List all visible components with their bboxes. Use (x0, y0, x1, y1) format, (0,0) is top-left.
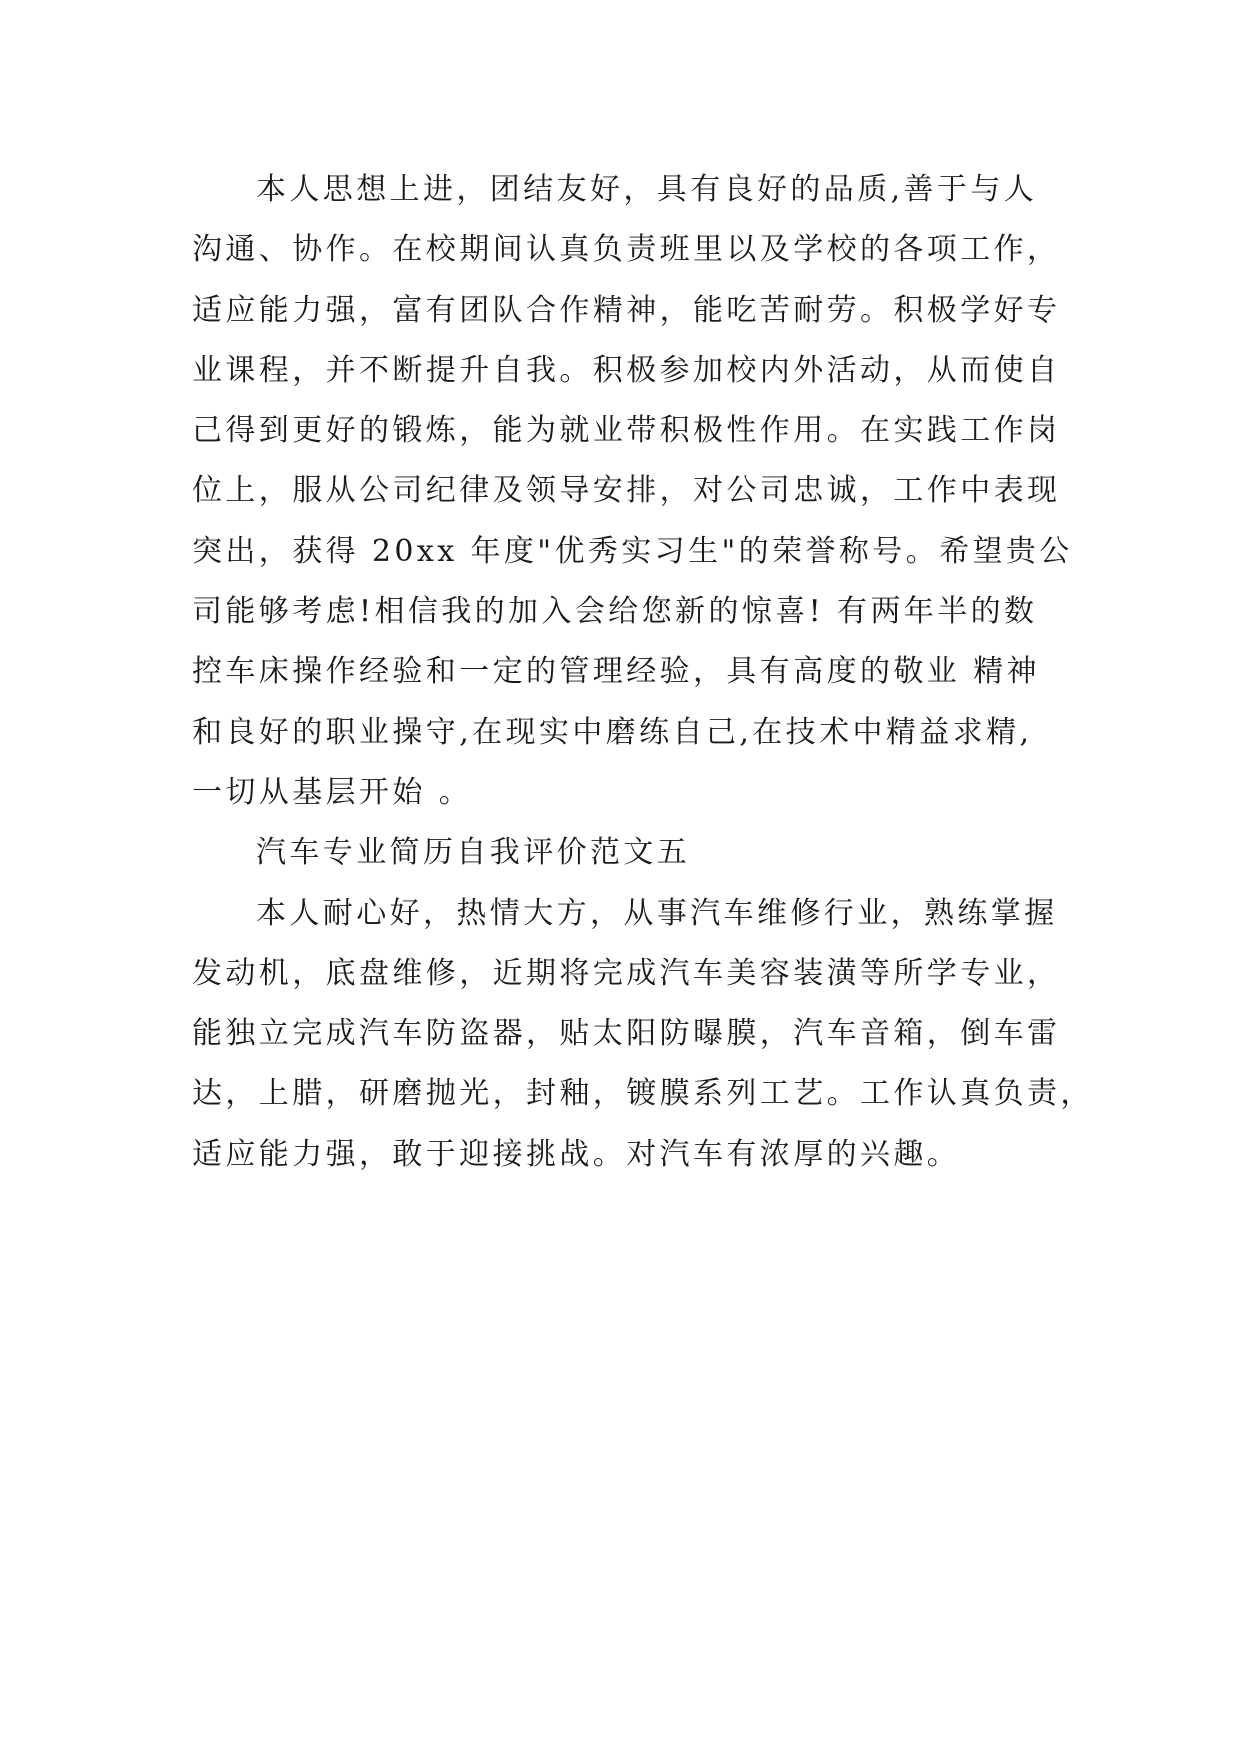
text-line: 一切从基层开始 。 (192, 774, 473, 810)
text-line: 突出，获得 20xx 年度"优秀实习生"的荣誉称号。希望贵公 (192, 533, 1073, 569)
document-body (192, 160, 1094, 1185)
text-line: 司能够考虑!相信我的加入会给您新的惊喜! 有两年半的数 (192, 594, 1038, 630)
paragraph-self-evaluation-5 (192, 884, 1094, 1185)
paragraph-self-evaluation-1 (192, 160, 1072, 823)
text-line: 能独立完成汽车防盗器，贴太阳防曝膜，汽车音箱，倒车雷 (192, 1016, 1061, 1052)
text-line: 适应能力强，敢于迎接挑战。对汽车有浓厚的兴趣。 (192, 1136, 961, 1172)
text-line: 沟通、协作。在校期间认真负责班里以及学校的各项工作， (192, 232, 1061, 268)
text-line: 适应能力强，富有团队合作精神，能吃苦耐劳。积极学好专 (192, 292, 1061, 328)
text-line: 业课程，并不断提升自我。积极参加校内外活动，从而使自 (192, 352, 1061, 388)
text-line: 本人耐心好，热情大方，从事汽车维修行业，熟练掌握 (256, 895, 1058, 931)
section-heading: 汽车专业简历自我评价范文五 (256, 835, 691, 871)
text-line: 发动机，底盘维修，近期将完成汽车美容装潢等所学专业， (192, 955, 1061, 991)
text-line: 达，上腊，研磨抛光，封釉，镀膜系列工艺。工作认真负责， (192, 1076, 1094, 1112)
text-line: 和良好的职业操守,在现实中磨练自己,在技术中精益求精, (192, 714, 1033, 750)
text-line: 本人思想上进，团结友好，具有良好的品质,善于与人 (256, 172, 1038, 207)
text-line: 位上，服从公司纪律及领导安排，对公司忠诚，工作中表现 (192, 473, 1061, 509)
text-line: 控车床操作经验和一定的管理经验，具有高度的敬业 精神 (192, 654, 1040, 690)
text-line: 己得到更好的锻炼，能为就业带积极性作用。在实践工作岗 (192, 413, 1061, 449)
